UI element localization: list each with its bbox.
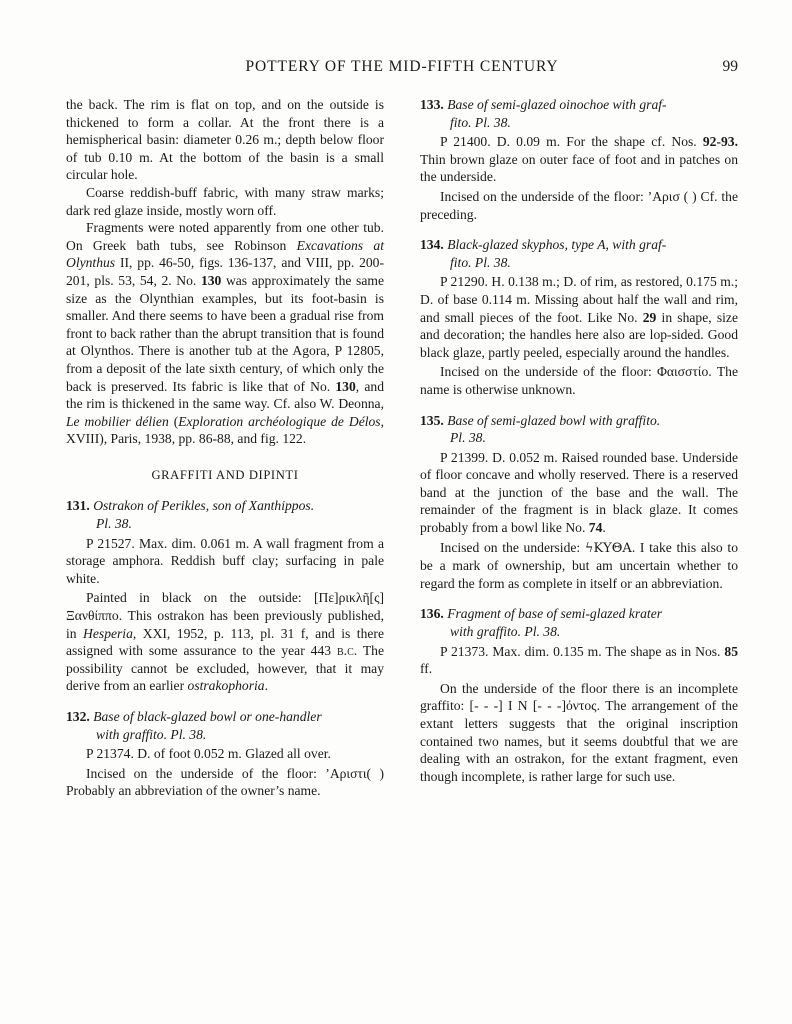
entry-paragraph: Incised on the underside of the floor: ’Αρισ ( ) Cf. the preceding. xyxy=(420,188,738,222)
right-column xyxy=(420,96,738,986)
entry-paragraph: Incised on the underside of the floor: Φαισστίο. The name is otherwise unknown. xyxy=(420,364,738,397)
entry-paragraph: On the underside of the floor there is an incomplete graffito: [- - -] Ι Ν [- - -]όντος. The arrangement of the extant letters suggests that the original inscription contained two names, but it seems doubtful that we are dealing with an ostrakon, for the extant fragment, even though incomplete, is rather large for such use. xyxy=(420,680,738,784)
catalog-number: 92-93. xyxy=(702,134,738,150)
text-run: , XVIII), Paris, 1938, pp. 86-88, and fig. 122. xyxy=(66,413,384,447)
entry-paragraph xyxy=(420,133,738,186)
catalog-entry xyxy=(420,236,738,398)
catalog-number: 74 xyxy=(588,520,603,536)
book-title: Le mobilier délien xyxy=(66,413,169,429)
book-title: Exploration archéologique de Délos xyxy=(178,413,381,429)
entry-number: 133. xyxy=(420,97,444,112)
running-title: POTTERY OF THE MID-FIFTH CENTURY xyxy=(245,58,559,75)
entry-paragraph xyxy=(420,273,738,361)
term: ostrakophoria xyxy=(187,678,265,694)
text-run: . xyxy=(602,520,606,536)
text-run: in shape, size and decoration; the handles here also are lop-sided. Good black glaze, partly peeled, especially around the handles. xyxy=(420,309,738,360)
entry-number: 132. xyxy=(66,709,90,724)
entry-number: 131. xyxy=(66,498,90,514)
catalog-entry xyxy=(420,412,738,593)
text-run: Incised on the underside: xyxy=(440,539,585,555)
entry-paragraph: P 21527. Max. dim. 0.061 m. A wall fragment from a storage amphora. Reddish buff clay; surfacing in pale white. xyxy=(66,535,384,586)
body-columns xyxy=(66,96,738,986)
entry-number: 136. xyxy=(420,606,444,622)
entry-title-text: Ostrakon of Perikles, son of Xanthippos. xyxy=(93,498,315,514)
entry-plate-ref: Pl. 38. xyxy=(450,430,486,446)
entry-title xyxy=(420,605,738,640)
entry-paragraph: Incised on the underside of the floor: ’Αριστι( ) Probably an abbreviation of the owner’s name. xyxy=(66,765,384,799)
catalog-number: 130 xyxy=(335,378,356,394)
book-title: Excavations at Olynthus xyxy=(66,237,384,271)
entry-plate-ref: with graffito. Pl. 38. xyxy=(450,624,561,640)
text-run: . xyxy=(264,678,268,694)
entry-title-text: Black-glazed skyphos, type A, with graf- xyxy=(447,237,667,253)
text-run: P 21373. Max. dim. 0.135 m. The shape as in Nos. xyxy=(440,643,725,659)
catalog-number: 29 xyxy=(642,309,657,325)
text-run: , XXI, 1952, p. 113, pl. 31 f, and is there assigned with some assurance to the year 443 xyxy=(66,625,384,659)
page-header xyxy=(66,58,738,76)
entry-title xyxy=(66,708,384,743)
paragraph: Coarse reddish-buff fabric, with many straw marks; dark red glaze inside, mostly worn off. xyxy=(66,184,384,218)
catalog-entry xyxy=(420,96,738,223)
text-run: ( xyxy=(168,413,179,429)
page-number: 99 xyxy=(722,58,738,75)
paragraph: the back. The rim is flat on top, and on the outside is thickened to form a collar. At the front there is a hemispherical basin: diameter 0.26 m.; depth below floor of tub 0.10 m. At the bottom of the basin is a small circular hole. xyxy=(66,97,384,183)
entry-title xyxy=(420,96,738,131)
text-run: Painted in black on the outside: [Πε]ρικλῆ[ς] Ξανθίππο. This ostrakon has been previously published, in xyxy=(66,590,384,641)
entry-paragraph: P 21374. D. of foot 0.052 m. Glazed all over. xyxy=(86,746,331,762)
text-run: P 21399. D. 0.052 m. Raised rounded base. Underside of floor concave and wholly reserved. There is a reserved band at the junction of the base and the wall. The remainder of the fragment is in black glaze. It comes probably from a bowl like No. xyxy=(420,449,738,536)
entry-number: 134. xyxy=(420,237,444,253)
entry-plate-ref: fito. Pl. 38. xyxy=(450,114,511,130)
entry-title-text: Fragment of base of semi-glazed krater xyxy=(447,606,663,622)
paragraph xyxy=(66,219,384,448)
catalog-entry xyxy=(66,708,384,800)
text-run: ff. xyxy=(420,661,433,677)
text-run: P 21290. H. 0.138 m.; D. of rim, as restored, 0.175 m.; D. of base 0.114 m. Missing about half the wall and rim, and small pieces of the foot. Like No. xyxy=(420,274,738,325)
left-column xyxy=(66,96,384,986)
text-run: was approximately the same size as the Olynthian examples, but its foot-basin is smaller. And there seems to have been a gradual rise from front to back rather than the abrupt transition that is found at Olynthos. There is another tub at the Agora, P 12805, from a deposit of the late sixth century, of which only the back is preserved. Its fabric is like that of No. xyxy=(66,272,384,394)
graffito-text: ϟΚΥΘΑ xyxy=(584,540,632,556)
entry-paragraph xyxy=(66,589,384,695)
entry-paragraph xyxy=(420,539,738,593)
entry-plate-ref: Pl. 38. xyxy=(96,516,132,532)
entry-title xyxy=(66,497,384,532)
entry-plate-ref: with graffito. Pl. 38. xyxy=(96,726,207,742)
text-run: The possibility cannot be excluded, however, that it may derive from an earlier xyxy=(66,643,384,694)
entry-title-text: Base of semi-glazed bowl with graffito. xyxy=(447,412,661,428)
catalog-entry xyxy=(66,497,384,695)
entry-title xyxy=(420,236,738,271)
section-heading: GRAFFITI AND DIPINTI xyxy=(151,467,299,482)
text-run: Fragments were noted apparently from one other tub. On Greek bath tubs, see Robinson xyxy=(66,220,384,253)
entry-paragraph xyxy=(420,449,738,537)
entry-title-text: Base of semi-glazed oinochoe with graf- xyxy=(447,97,667,112)
entry-plate-ref: fito. Pl. 38. xyxy=(450,254,511,270)
text-run: , and the rim is thickened in the same way. Cf. also W. Deonna, xyxy=(66,378,384,412)
text-run: II, pp. 46-50, figs. 136-137, and VIII, pp. 200-201, pls. 53, 54, 2. No. xyxy=(66,255,384,288)
text-run: Thin brown glaze on outer face of foot and in patches on the underside. xyxy=(420,151,738,185)
text-run: P 21400. D. 0.09 m. For the shape cf. Nos. xyxy=(440,134,703,150)
entry-paragraph xyxy=(420,643,738,678)
text-run: . I take this also to be a mark of ownership, but am uncertain whether to regard the form as complete in itself or an abbreviation. xyxy=(420,539,738,591)
date-era: b.c. xyxy=(337,643,358,659)
catalog-number: 130 xyxy=(200,272,222,288)
journal-title: Hesperia xyxy=(83,625,133,641)
entry-number: 135. xyxy=(420,412,444,428)
entry-title xyxy=(420,412,738,447)
catalog-number: 85 xyxy=(724,643,738,659)
catalog-entry xyxy=(420,605,738,785)
entry-title-text: Base of black-glazed bowl or one-handler xyxy=(93,709,322,724)
